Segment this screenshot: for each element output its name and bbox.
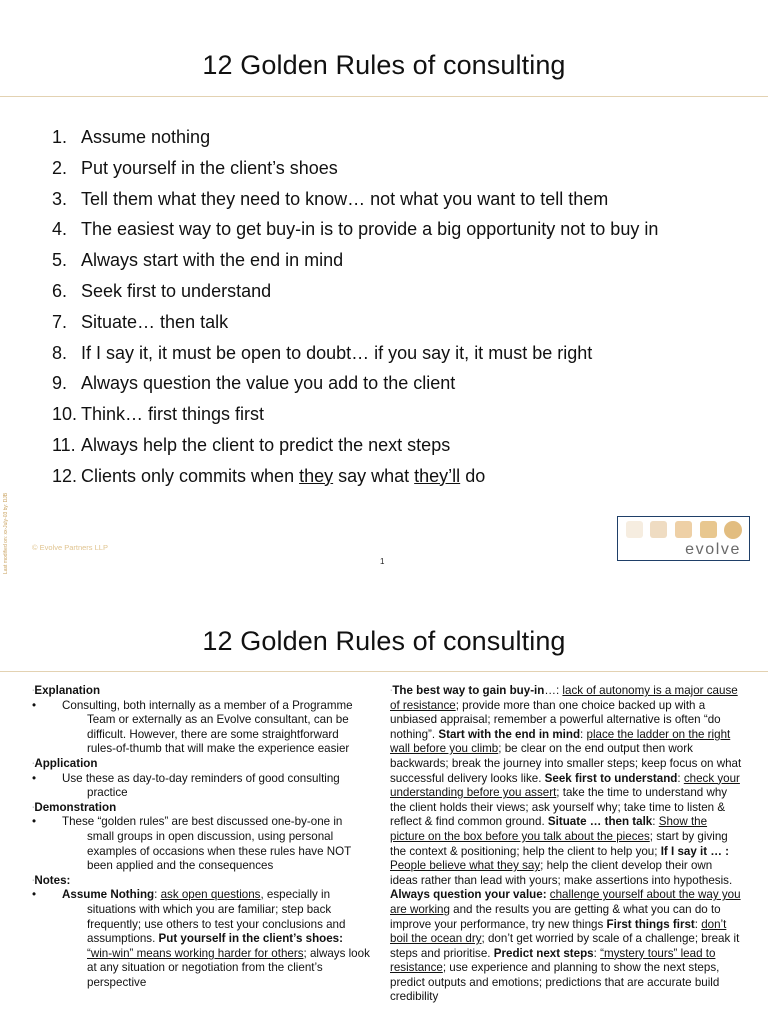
rule-item: 11. Always help the client to predict the next steps xyxy=(52,434,451,455)
underlined-they: they xyxy=(299,465,334,486)
rule-item: 7. Situate… then talk xyxy=(52,311,229,332)
demonstration-heading: ·Demonstration xyxy=(32,800,117,814)
slide-1-title: 12 Golden Rules of consulting xyxy=(202,50,566,80)
explanation-heading: ·Explanation xyxy=(32,684,101,697)
list-item: • These “golden rules” are best discussed one-by-one in small groups in open discussion, using personal examples of occasions when these rules have NOT been applied and the consequences xyxy=(32,815,352,873)
copyright-text: © Evolve Partners LLP xyxy=(32,543,108,552)
title-divider xyxy=(0,96,768,97)
rule-item: 5. Always start with the end in mind xyxy=(52,250,344,271)
golden-rules-list xyxy=(52,124,752,494)
slide-2-title: 12 Golden Rules of consulting xyxy=(202,626,566,656)
logo-square-icon xyxy=(675,521,692,538)
notes-left-column xyxy=(32,684,370,990)
rule-item: 10. Think… first things first xyxy=(52,404,265,425)
rule-item: 9. Always question the value you add to the client xyxy=(52,373,456,394)
logo-square-icon xyxy=(650,521,667,538)
last-modified-note: Last modified on: xx-July-03 by: DJB xyxy=(3,492,9,574)
rule-item: 8. If I say it, it must be open to doubt… if you say it, it must be right xyxy=(52,342,593,363)
logo-square-icon xyxy=(626,521,643,538)
list-item: • Assume Nothing: ask open questions, especially in situations with which you are familiar; step back frequently; use others to test your conclusions and assumptions. Put yourself in the client’s shoes: “win-win” means working harder for others; always look at any situation or negotiation from the client’s perspective xyxy=(32,888,370,989)
page-number: 1 xyxy=(380,557,385,566)
slide-2 xyxy=(0,600,768,1024)
rule-item: 6. Seek first to understand xyxy=(52,280,272,301)
list-item: • Consulting, both internally as a member of a Programme Team or externally as an Evolve consultant, can be difficult. However, there are some straightforward rules-of-thumb that will make the experience easier xyxy=(32,698,353,756)
rule-item: 3. Tell them what they need to know… not what you want to tell them xyxy=(52,188,609,209)
rule-item: 1. Assume nothing xyxy=(52,127,211,147)
logo-square-icon xyxy=(700,521,717,538)
application-heading: ·Application xyxy=(32,756,98,770)
rule-item: 4. The easiest way to get buy-in is to provide a big opportunity not to buy in xyxy=(52,219,659,240)
evolve-logo xyxy=(617,516,750,561)
rule-item-12: 12. Clients only commits when they say what they’ll do xyxy=(52,465,486,486)
notes-right-column xyxy=(390,684,742,1005)
rule-commentary: ·The best way to gain buy-in…: lack of autonomy is a major cause of resistance; provide more than one choice backed up with a unbiased appraisal; remember a powerful alternative is often “do nothing”. Start with the end in mind: place the ladder on the right wall before you climb; be clear on the end output then work backwards; break the journey into smaller steps; keep focus on what successful delivery looks like. Seek first to understand: check your understanding before you assert; take the time to understand why the client holds their views; ask yourself why; take time to listen & reflect & find common ground. Situate … then talk: Show the picture on the box before you talk about the pieces; start by giving the context & positioning; help the client to help you; If I say it … : People believe what they say; help the client develop their own ideas rather than lead with yours; make assertions into hypothesis. Always question your value: challenge yourself about the way you are working and the results you are getting & what you can do to improve your performance, try new things First things first: don’t boil the ocean dry; don’t get worried by scale of a challenge; break it steps and prioritise. Predict next steps: “mystery tours” lead to resistance; use experience and planning to show the next steps, predict outputs and emotions; predictions that are accurate build credibility xyxy=(390,684,742,1004)
list-item: • Use these as day-to-day reminders of good consulting practice xyxy=(32,771,340,800)
title-divider xyxy=(0,671,768,672)
logo-circle-icon xyxy=(724,521,742,539)
logo-wordmark: evolve xyxy=(685,541,741,558)
notes-heading: ·Notes: xyxy=(32,873,71,887)
rule-item: 2. Put yourself in the client’s shoes xyxy=(52,157,338,178)
underlined-theyll: they’ll xyxy=(414,465,461,486)
